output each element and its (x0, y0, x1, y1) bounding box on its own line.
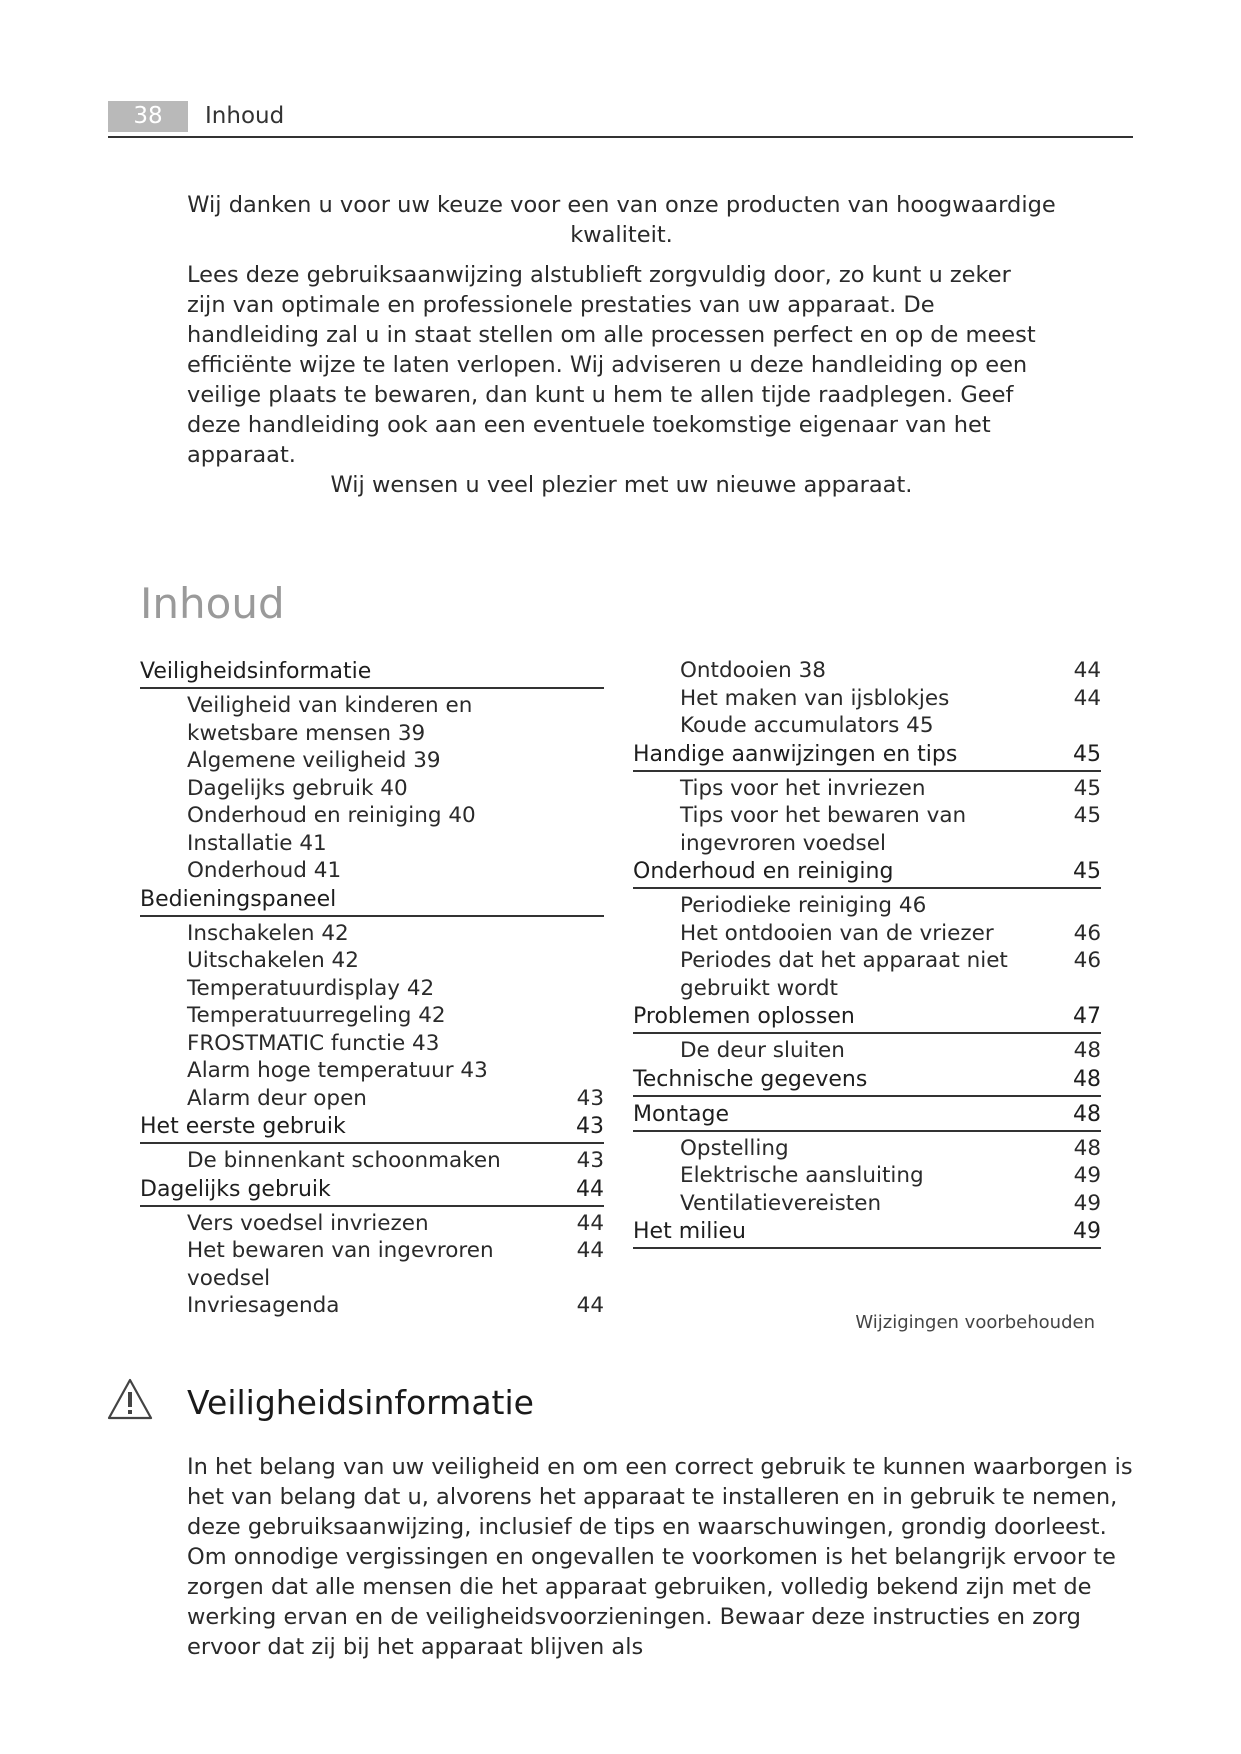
toc-title: Inhoud (140, 579, 285, 628)
toc-page-number: 49 (1073, 1219, 1101, 1244)
toc-text: Veiligheid van kinderen en kwetsbare mensen 39 (187, 693, 473, 746)
toc-text: Het maken van ijsblokjes (680, 685, 950, 711)
toc-page-number: 43 (576, 1148, 604, 1173)
toc-page-number (568, 657, 604, 687)
toc-page-number: 44 (1073, 685, 1101, 711)
header-rule (108, 136, 1133, 138)
toc-left-column (140, 657, 604, 1320)
toc-page-number: 45 (1073, 803, 1101, 828)
toc-section-heading (633, 1002, 1101, 1034)
toc-text: Inschakelen 42 (187, 920, 349, 946)
toc-page-number: 46 (1073, 920, 1101, 946)
toc-text: Het milieu (633, 1219, 746, 1244)
toc-page-number: 44 (576, 1293, 604, 1318)
toc-section-heading (633, 857, 1101, 889)
toc-section-heading (633, 740, 1101, 772)
toc-right-column (633, 657, 1101, 1252)
toc-section-heading (140, 1112, 604, 1144)
toc-page-number (568, 775, 604, 803)
toc-entry (140, 975, 604, 1003)
warning-triangle-icon (106, 1377, 154, 1421)
toc-text: Tips voor het invriezen (680, 775, 926, 801)
intro-thanks: Wij danken u voor uw keuze voor een van onze producten van hoogwaardige kwaliteit. (187, 192, 1056, 248)
toc-page-number (568, 857, 604, 885)
toc-entry (140, 1057, 604, 1085)
toc-entry (633, 802, 1101, 857)
toc-entry (140, 830, 604, 858)
toc-page-number (568, 920, 604, 948)
toc-section-heading (140, 1175, 604, 1207)
toc-page-number (1065, 892, 1101, 920)
toc-page-number: 48 (1073, 1135, 1101, 1161)
toc-entry (140, 1237, 604, 1292)
toc-page-number: 48 (1073, 1101, 1101, 1127)
toc-page-number (568, 975, 604, 1003)
toc-text: Het eerste gebruik (140, 1114, 346, 1139)
toc-text: Invriesagenda (187, 1293, 340, 1318)
toc-text: Ventilatievereisten (680, 1190, 882, 1216)
toc-entry (140, 1085, 604, 1113)
toc-page-number: 49 (1073, 1163, 1101, 1188)
toc-entry (633, 657, 1101, 685)
toc-entry (633, 892, 1101, 920)
toc-page-number (568, 747, 604, 775)
toc-page-number: 44 (576, 1210, 604, 1236)
toc-text: Dagelijks gebruik 40 (187, 775, 408, 801)
toc-text: Onderhoud 41 (187, 858, 342, 883)
toc-text: Periodieke reiniging 46 (680, 893, 927, 918)
toc-page-number: 44 (576, 1238, 604, 1263)
toc-text: Algemene veiligheid 39 (187, 748, 441, 773)
toc-section-heading (633, 1217, 1101, 1249)
toc-page-number: 47 (1073, 1004, 1101, 1029)
toc-entry (140, 1030, 604, 1058)
toc-text: FROSTMATIC functie 43 (187, 1030, 440, 1056)
toc-page-number: 48 (1073, 1038, 1101, 1063)
toc-page-number: 46 (1073, 948, 1101, 973)
toc-entry (633, 685, 1101, 713)
toc-text: Ontdooien 38 (680, 658, 826, 683)
intro-read-manual: Lees deze gebruiksaanwijzing alstublieft zorgvuldig door, zo kunt u zeker zijn van optimale en professionele prestaties van uw apparaat. De handleiding zal u in staat stellen om alle processen perfect en op de meest efficiënte wijze te laten verlopen. Wij adviseren u deze handleiding op een veilige plaats te bewaren, dan kunt u hem te allen tijde raadplegen. Geef deze handleiding ook aan een eventuele toekomstige eigenaar van het apparaat. (187, 262, 1036, 468)
toc-text: Montage (633, 1101, 729, 1127)
toc-text: Alarm hoge temperatuur 43 (187, 1058, 488, 1083)
section-title: Veiligheidsinformatie (187, 1383, 534, 1422)
toc-page-number (568, 885, 604, 915)
toc-text: Installatie 41 (187, 830, 327, 856)
toc-page-number: 43 (576, 1114, 604, 1139)
toc-entry (140, 775, 604, 803)
page-number: 38 (108, 101, 188, 132)
toc-text: Opstelling (680, 1135, 789, 1161)
toc-page-number (568, 692, 604, 747)
toc-entry (633, 947, 1101, 1002)
toc-entry (633, 1190, 1101, 1218)
toc-text: Temperatuurregeling 42 (187, 1003, 446, 1028)
toc-section-heading (633, 1100, 1101, 1132)
toc-text: Tips voor het bewaren van ingevroren voedsel (680, 803, 967, 856)
toc-entry (140, 692, 604, 747)
changes-reserved-note: Wijzigingen voorbehouden (855, 1312, 1095, 1333)
toc-text: Problemen oplossen (633, 1004, 855, 1029)
toc-text: De deur sluiten (680, 1038, 845, 1063)
toc-text: Uitschakelen 42 (187, 948, 359, 973)
toc-text: Het bewaren van ingevroren voedsel (187, 1238, 494, 1291)
toc-text: Vers voedsel invriezen (187, 1210, 429, 1236)
toc-text: Periodes dat het apparaat niet gebruikt wordt (680, 948, 1008, 1001)
toc-entry (140, 857, 604, 885)
toc-page-number: 45 (1073, 775, 1101, 801)
toc-text: Veiligheidsinformatie (140, 659, 372, 684)
toc-entry (633, 712, 1101, 740)
toc-entry (140, 920, 604, 948)
toc-entry (140, 1292, 604, 1320)
toc-section-heading (140, 885, 604, 917)
toc-page-number (1065, 712, 1101, 740)
toc-text: De binnenkant schoonmaken (187, 1148, 501, 1173)
toc-entry (140, 1210, 604, 1238)
toc-section-heading (140, 657, 604, 689)
toc-entry (140, 947, 604, 975)
toc-text: Het ontdooien van de vriezer (680, 920, 994, 946)
toc-text: Bedieningspaneel (140, 886, 337, 912)
toc-text: Onderhoud en reiniging 40 (187, 803, 476, 828)
header-section-title: Inhoud (205, 103, 285, 129)
toc-page-number (568, 947, 604, 975)
toc-entry (633, 775, 1101, 803)
toc-text: Technische gegevens (633, 1066, 868, 1092)
toc-text: Alarm deur open (187, 1085, 367, 1111)
toc-entry (140, 1147, 604, 1175)
toc-text: Onderhoud en reiniging (633, 859, 894, 884)
toc-page-number (568, 1002, 604, 1030)
toc-text: Koude accumulators 45 (680, 713, 934, 738)
toc-page-number (568, 830, 604, 858)
toc-page-number: 48 (1073, 1066, 1101, 1092)
toc-page-number: 44 (1073, 658, 1101, 683)
toc-text: Handige aanwijzingen en tips (633, 741, 958, 767)
toc-page-number: 45 (1073, 741, 1101, 767)
toc-entry (140, 1002, 604, 1030)
toc-text: Temperatuurdisplay 42 (187, 975, 435, 1001)
section-body: In het belang van uw veiligheid en om een correct gebruik te kunnen waarborgen is het van belang dat u, alvorens het apparaat te installeren en in gebruik te nemen, deze gebruiksaanwijzing, inclusief de tips en waarschuwingen, grondig doorleest. Om onnodige vergissingen en ongevallen te voorkomen is het belangrijk ervoor te zorgen dat alle mensen die het apparaat gebruiken, volledig bekend zijn met de werking ervan en de veiligheidsvoorzieningen. Bewaar deze instructies en zorg ervoor dat zij bij het apparaat blijven als (187, 1454, 1133, 1660)
toc-page-number: 44 (576, 1176, 604, 1202)
toc-page-number (568, 802, 604, 830)
toc-entry (633, 1162, 1101, 1190)
toc-page-number: 43 (576, 1085, 604, 1111)
toc-entry (633, 1037, 1101, 1065)
intro-wish: Wij wensen u veel plezier met uw nieuwe apparaat. (330, 472, 913, 498)
toc-page-number: 49 (1073, 1190, 1101, 1216)
toc-page-number (568, 1057, 604, 1085)
toc-page-number (568, 1030, 604, 1058)
toc-text: Elektrische aansluiting (680, 1163, 924, 1188)
toc-section-heading (633, 1065, 1101, 1097)
toc-entry (140, 802, 604, 830)
toc-text: Dagelijks gebruik (140, 1176, 331, 1202)
toc-entry (633, 1135, 1101, 1163)
toc-entry (633, 920, 1101, 948)
toc-entry (140, 747, 604, 775)
toc-page-number: 45 (1073, 859, 1101, 884)
